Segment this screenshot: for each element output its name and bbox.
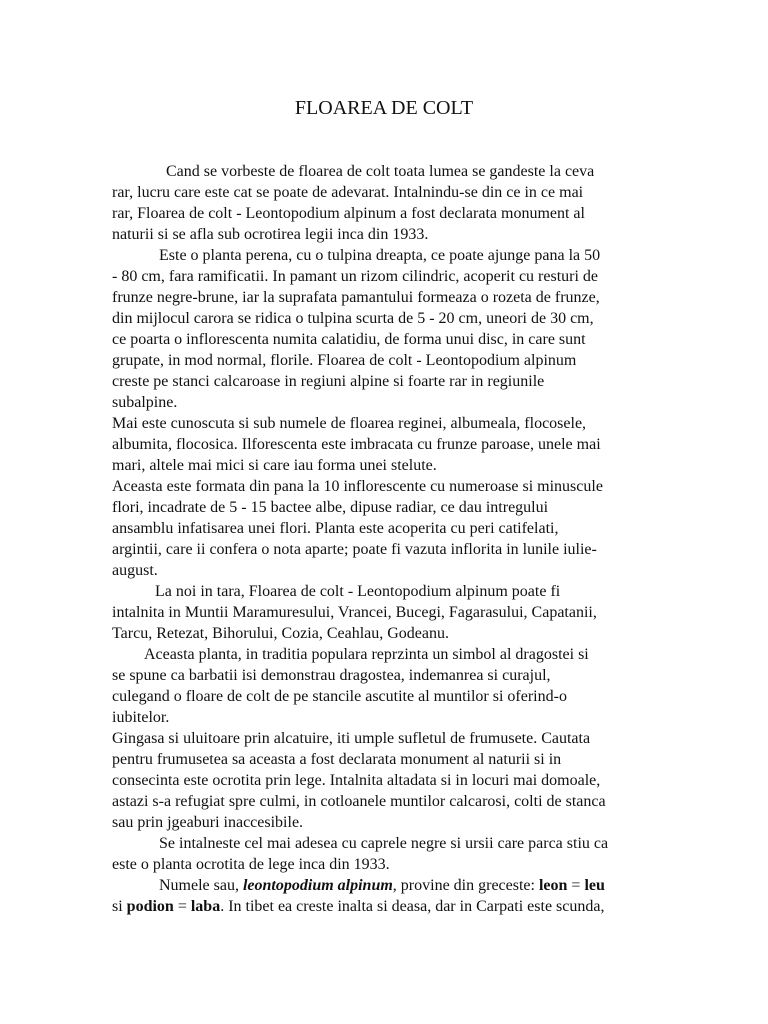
text-line: iubitelor. [112, 709, 170, 726]
text-line: Cand se vorbeste de floarea de colt toata lumea se gandeste la ceva [166, 163, 595, 180]
text-line: Tarcu, Retezat, Bihorului, Cozia, Ceahlau, Godeanu. [112, 625, 449, 642]
text-line: pentru frumusetea sa aceasta a fost declarata monument al naturii si in [112, 751, 562, 768]
equals-sign: = [173, 898, 191, 915]
text-line: august. [112, 562, 158, 579]
text-line: rar, Floarea de colt - Leontopodium alpinum a fost declarata monument al [112, 205, 585, 222]
text-line: rar, lucru care este cat se poate de adevarat. Intalnindu-se din ce in ce mai [112, 184, 584, 201]
text-line: Mai este cunoscuta si sub numele de floarea reginei, albumeala, flocosele, [112, 415, 587, 432]
species-name: leontopodium alpinum [242, 877, 393, 894]
text-line: naturii si se afla sub ocrotirea legii inca din 1933. [112, 226, 429, 243]
text-line: albumita, flocosica. Ilforescenta este imbracata cu frunze paroase, unele mai [112, 436, 601, 453]
text-line: subalpine. [112, 394, 178, 411]
text-line: Aceasta este formata din pana la 10 inflorescente cu numeroase si minuscule [112, 478, 603, 495]
text-line: intalnita in Muntii Maramuresului, Vrancei, Bucegi, Fagarasului, Capatanii, [112, 604, 597, 621]
etymology-conj: si [112, 898, 127, 915]
etymology-rest: . In tibet ea creste inalta si deasa, dar in Carpati este scunda, [220, 898, 605, 915]
text-line: astazi s-a refugiat spre culmi, in cotloanele muntilor calcarosi, colti de stanca [112, 793, 606, 810]
text-line: grupate, in mod normal, florile. Floarea de colt - Leontopodium alpinum [112, 352, 577, 369]
text-line: Aceasta planta, in traditia populara reprzinta un simbol al dragostei si [144, 646, 589, 663]
meaning-laba: laba [190, 898, 221, 915]
term-podion: podion [126, 898, 174, 915]
text-line: Se intalneste cel mai adesea cu caprele negre si ursii care parca stiu ca [159, 835, 609, 852]
text-line: consecinta este ocrotita prin lege. Intalnita altadata si in locuri mai domoale, [112, 772, 601, 789]
text-line: ce poarta o inflorescenta numita calatidiu, de forma unui disc, in care sunt [112, 331, 586, 348]
etymology-line [112, 875, 660, 896]
document-body [112, 161, 660, 917]
text-line: argintii, care ii confera o nota aparte; poate fi vazuta inflorita in lunile iulie- [112, 541, 597, 558]
text-line: ansamblu infatisarea unei flori. Planta este acoperita cu peri catifelati, [112, 520, 559, 537]
meaning-leu: leu [584, 877, 605, 894]
text-line: flori, incadrate de 5 - 15 bactee albe, dipuse radiar, ce dau intregului [112, 499, 549, 516]
etymology-lead: Numele sau, [159, 877, 243, 894]
etymology-mid: , provine din greceste: [392, 877, 539, 894]
text-line: culegand o floare de colt de pe stancile ascutite al muntilor si oferind-o [112, 688, 567, 705]
text-line: sau prin jgeaburi inaccesibile. [112, 814, 304, 831]
text-line: - 80 cm, fara ramificatii. In pamant un rizom cilindric, acoperit cu resturi de [112, 268, 599, 285]
text-line: se spune ca barbatii isi demonstrau dragostea, indemanrea si curajul, [112, 667, 551, 684]
text-line: Gingasa si uluitoare prin alcatuire, iti umple sufletul de frumusete. Cautata [112, 730, 591, 747]
text-line: La noi in tara, Floarea de colt - Leontopodium alpinum poate fi [155, 583, 561, 600]
text-line: frunze negre-brune, iar la suprafata pamantului formeaza o rozeta de frunze, [112, 289, 600, 306]
etymology-line [112, 896, 660, 917]
text-line: mari, altele mai mici si care iau forma unei stelute. [112, 457, 437, 474]
text-line: creste pe stanci calcaroase in regiuni alpine si foarte rar in regiunile [112, 373, 545, 390]
text-line: Este o planta perena, cu o tulpina dreapta, ce poate ajunge pana la 50 [159, 247, 601, 264]
equals-sign: = [567, 877, 585, 894]
text-line: din mijlocul carora se ridica o tulpina scurta de 5 - 20 cm, uneori de 30 cm, [112, 310, 594, 327]
document-title: FLOAREA DE COLT [294, 97, 474, 119]
term-leon: leon [538, 877, 568, 894]
text-line: este o planta ocrotita de lege inca din 1933. [112, 856, 390, 873]
